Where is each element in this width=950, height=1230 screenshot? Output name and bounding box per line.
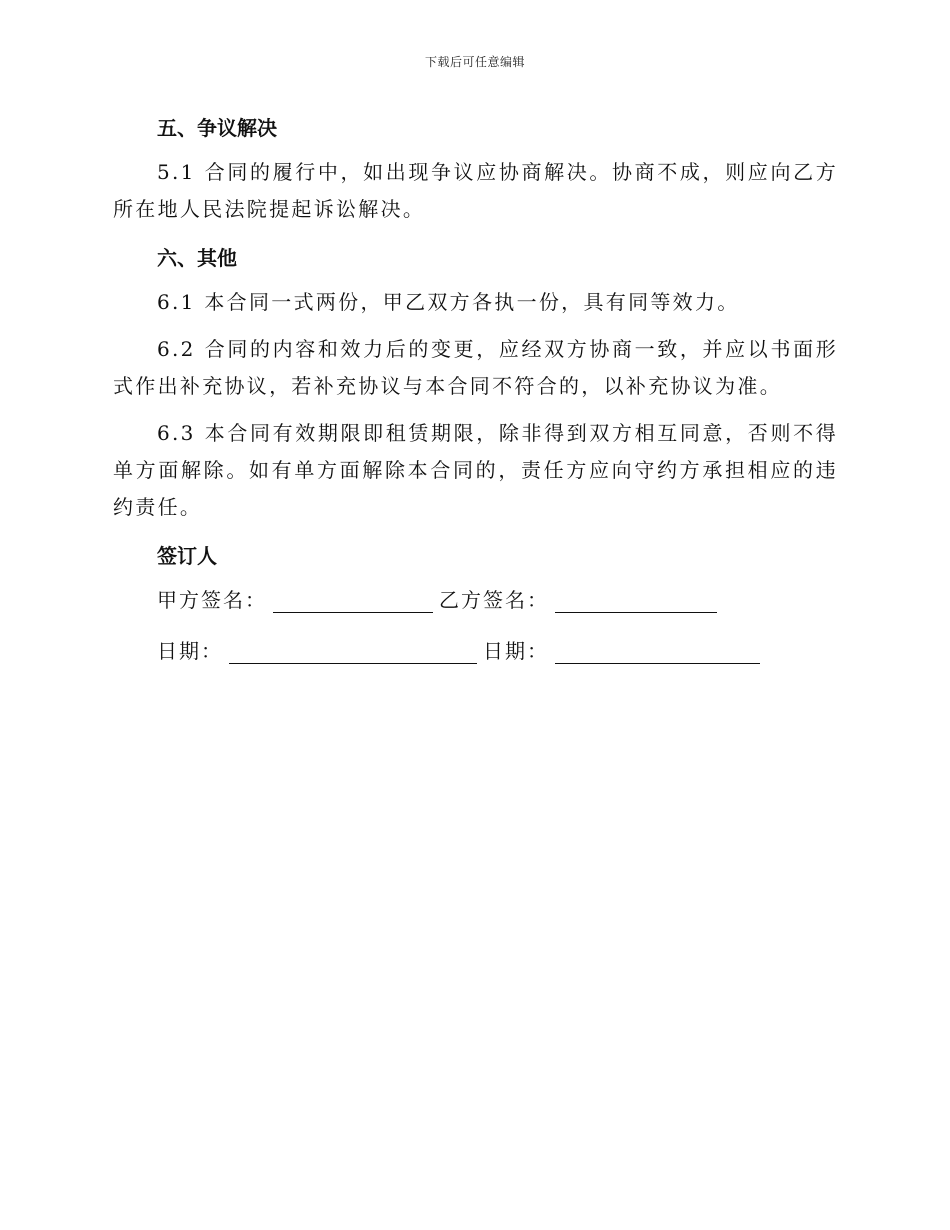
- party-a-signature-label: 甲方签名：: [157, 588, 267, 612]
- party-a-signature-line[interactable]: [273, 590, 433, 613]
- section-heading-other: 六、其他: [157, 246, 237, 270]
- clause-6-1: 6.1 本合同一式两份，甲乙双方各执一份，具有同等效力。: [157, 290, 740, 314]
- party-b-date-line[interactable]: [555, 641, 760, 664]
- party-b-signature-line[interactable]: [555, 590, 717, 613]
- party-b-signature-label: 乙方签名：: [439, 588, 549, 612]
- party-a-date-label: 日期：: [157, 639, 223, 663]
- clause-6-3: 6.3 本合同有效期限即租赁期限，除非得到双方相互同意，否则不得单方面解除。如有单方面解除本合同的，责任方应向守约方承担相应的违约责任。: [113, 421, 838, 519]
- party-b-date-label: 日期：: [483, 639, 549, 663]
- section-heading-dispute: 五、争议解决: [157, 116, 277, 140]
- party-a-date-line[interactable]: [229, 641, 477, 664]
- clause-6-2: 6.2 合同的内容和效力后的变更，应经双方协商一致，并应以书面形式作出补充协议，若补充协议与本合同不符合的，以补充协议为准。: [113, 337, 838, 398]
- date-row: [113, 633, 838, 670]
- signature-row: [113, 582, 838, 619]
- signatories-heading: 签订人: [157, 544, 217, 568]
- clause-5-1: 5.1 合同的履行中，如出现争议应协商解决。协商不成，则应向乙方所在地人民法院提起诉讼解决。: [113, 160, 838, 221]
- document-body: [113, 108, 838, 684]
- page-header: 下载后可任意编辑: [424, 55, 525, 69]
